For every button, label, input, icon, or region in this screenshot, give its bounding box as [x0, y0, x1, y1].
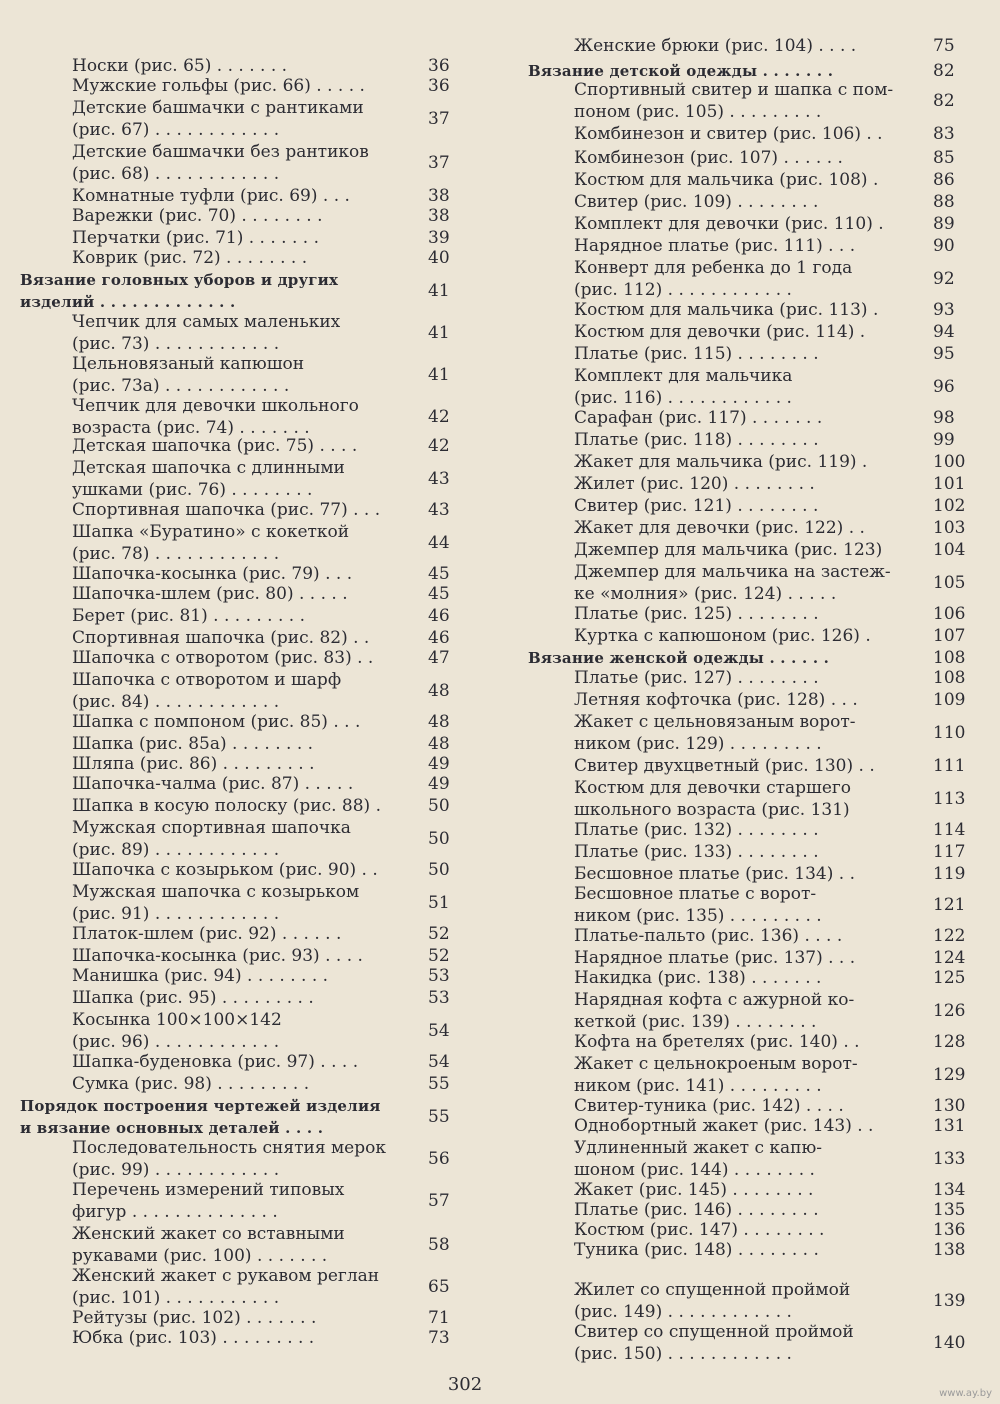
toc-entry	[528, 989, 974, 1033]
toc-page-number: 99	[933, 430, 955, 450]
toc-page-number: 124	[933, 948, 966, 968]
toc-entry	[528, 79, 974, 123]
toc-entry-title: Цельновязаный капюшон	[72, 354, 305, 374]
toc-page-number: 102	[933, 496, 966, 516]
toc-page-number: 49	[428, 774, 450, 794]
toc-page-number: 36	[428, 76, 450, 96]
toc-entry-title: Детская шапочка с длинными	[72, 458, 345, 478]
toc-page-number: 48	[428, 734, 450, 754]
toc-page-number: 48	[428, 712, 450, 732]
toc-entry-title: Нарядное платье (рис. 111) . . .	[574, 236, 856, 256]
toc-page-number: 82	[933, 91, 955, 111]
toc-entry-title: Куртка с капюшоном (рис. 126) .	[574, 626, 871, 646]
toc-entry-title-cont: ке «молния» (рис. 124) . . . . .	[574, 584, 837, 604]
toc-entry-title: Платье (рис. 115) . . . . . . . .	[574, 344, 819, 364]
toc-entry-title: Женский жакет с рукавом реглан	[72, 1266, 380, 1286]
toc-entry-title: Платье-пальто (рис. 136) . . . .	[574, 926, 843, 946]
toc-entry	[20, 141, 460, 185]
toc-page-number: 103	[933, 518, 966, 538]
toc-entry-title: Шляпа (рис. 86) . . . . . . . . .	[72, 754, 315, 774]
toc-entry-title: Манишка (рис. 94) . . . . . . . .	[72, 966, 329, 986]
toc-entry-title-cont: кеткой (рис. 139) . . . . . . . .	[574, 1012, 817, 1032]
toc-entry-title: Свитер (рис. 121) . . . . . . . .	[574, 496, 819, 516]
toc-page-number: 136	[933, 1220, 966, 1240]
toc-entry	[20, 311, 460, 355]
toc-entry	[528, 365, 974, 409]
toc-entry-title: Костюм (рис. 147) . . . . . . . .	[574, 1220, 825, 1240]
toc-entry	[20, 1179, 460, 1223]
toc-entry	[528, 1053, 974, 1097]
toc-page-number: 128	[933, 1032, 966, 1052]
toc-entry-title: Последовательность снятия мерок	[72, 1138, 386, 1158]
toc-page-number: 111	[933, 756, 966, 776]
toc-entry-title: Нарядная кофта с ажурной ко-	[574, 990, 855, 1010]
toc-entry	[20, 817, 460, 861]
toc-page-number: 46	[428, 606, 450, 626]
toc-entry-title: Бесшовное платье (рис. 134) . .	[574, 864, 855, 884]
toc-page-number: 71	[428, 1308, 450, 1328]
toc-page-number: 43	[428, 500, 450, 520]
toc-page-number: 40	[428, 248, 450, 268]
toc-section-heading	[20, 1095, 460, 1139]
toc-page-number: 93	[933, 300, 955, 320]
toc-entry	[20, 1009, 460, 1053]
toc-entry-title: Коврик (рис. 72) . . . . . . . .	[72, 248, 308, 268]
toc-page-number: 55	[428, 1107, 450, 1127]
toc-page-number: 37	[428, 109, 450, 129]
toc-entry-title: Детские башмачки без рантиков	[72, 142, 369, 162]
toc-entry-title-cont: (рис. 96) . . . . . . . . . . . .	[72, 1032, 280, 1052]
toc-page-number: 122	[933, 926, 966, 946]
toc-page-number: 58	[428, 1235, 450, 1255]
toc-entry-title: Комплект для мальчика	[574, 366, 793, 386]
toc-entry-title: Шапочка с отворотом и шарф	[72, 670, 342, 690]
toc-entry-title-cont: (рис. 67) . . . . . . . . . . . .	[72, 120, 280, 140]
toc-page-number: 45	[428, 584, 450, 604]
toc-entry-title-cont: фигур . . . . . . . . . . . . . .	[72, 1202, 278, 1222]
toc-entry-title: Платье (рис. 118) . . . . . . . .	[574, 430, 819, 450]
toc-entry	[20, 353, 460, 397]
toc-page-number: 92	[933, 269, 955, 289]
toc-page-number: 43	[428, 469, 450, 489]
toc-page-number: 130	[933, 1096, 966, 1116]
toc-page-number: 98	[933, 408, 955, 428]
toc-entry-title: Свитер (рис. 109) . . . . . . . .	[574, 192, 819, 212]
toc-entry-title-cont: изделий . . . . . . . . . . . . .	[20, 293, 236, 311]
toc-entry-title: Платье (рис. 125) . . . . . . . .	[574, 604, 819, 624]
toc-page-number: 86	[933, 170, 955, 190]
toc-entry-title-cont: (рис. 149) . . . . . . . . . . . .	[574, 1302, 792, 1322]
toc-page-number: 101	[933, 474, 966, 494]
toc-entry-title: Вязание головных уборов и других	[20, 271, 339, 289]
toc-entry	[528, 561, 974, 605]
toc-entry-title-cont: рукавами (рис. 100) . . . . . . .	[72, 1246, 328, 1266]
toc-entry-title: Варежки (рис. 70) . . . . . . . .	[72, 206, 323, 226]
toc-entry-title: Носки (рис. 65) . . . . . . .	[72, 56, 288, 76]
toc-entry-title: Берет (рис. 81) . . . . . . . . .	[72, 606, 306, 626]
toc-page-number: 113	[933, 789, 966, 809]
toc-entry-title: Шапочка с козырьком (рис. 90) . .	[72, 860, 378, 880]
toc-page-number: 52	[428, 946, 450, 966]
toc-entry-title-cont: (рис. 84) . . . . . . . . . . . .	[72, 692, 280, 712]
toc-entry-title-cont: школьного возраста (рис. 131)	[574, 800, 850, 820]
toc-page-number: 126	[933, 1001, 966, 1021]
toc-entry-title: Костюм для мальчика (рис. 113) .	[574, 300, 879, 320]
toc-entry-title: Жакет для девочки (рис. 122) . .	[574, 518, 865, 538]
toc-entry-title: Жилет со спущенной проймой	[574, 1280, 851, 1300]
toc-entry-title: Костюм для мальчика (рис. 108) .	[574, 170, 879, 190]
toc-entry	[20, 881, 460, 925]
toc-page-number: 49	[428, 754, 450, 774]
toc-page-number: 38	[428, 206, 450, 226]
toc-entry-title: Шапка (рис. 95) . . . . . . . . .	[72, 988, 314, 1008]
toc-entry-title: Спортивный свитер и шапка с пом-	[574, 80, 894, 100]
toc-page-number: 48	[428, 681, 450, 701]
toc-page-number: 53	[428, 966, 450, 986]
toc-entry-title: Жакет для мальчика (рис. 119) .	[574, 452, 868, 472]
toc-entry-title: Шапочка-чалма (рис. 87) . . . . .	[72, 774, 354, 794]
toc-entry-title: Шапочка с отворотом (рис. 83) . .	[72, 648, 374, 668]
toc-entry-title: Конверт для ребенка до 1 года	[574, 258, 853, 278]
toc-entry-title: Шапка-буденовка (рис. 97) . . . .	[72, 1052, 359, 1072]
toc-entry-title-cont: поном (рис. 105) . . . . . . . . .	[574, 102, 822, 122]
toc-entry-title: Женские брюки (рис. 104) . . . .	[574, 36, 857, 56]
toc-entry-title: Шапка с помпоном (рис. 85) . . .	[72, 712, 361, 732]
toc-page-number: 107	[933, 626, 966, 646]
toc-entry-title: Перечень измерений типовых	[72, 1180, 345, 1200]
toc-entry-title: Жакет с цельнокроеным ворот-	[574, 1054, 858, 1074]
toc-entry-title: Жакет (рис. 145) . . . . . . . .	[574, 1180, 814, 1200]
toc-entry	[20, 1265, 460, 1309]
toc-page-number: 73	[428, 1328, 450, 1348]
toc-entry-title: Жакет с цельновязаным ворот-	[574, 712, 856, 732]
toc-entry	[528, 1279, 974, 1323]
toc-entry-title: Комбинезон и свитер (рис. 106) . .	[574, 124, 883, 144]
toc-page-number: 51	[428, 893, 450, 913]
toc-entry	[20, 521, 460, 565]
toc-entry-title: Порядок построения чертежей изделия	[20, 1097, 381, 1115]
toc-page-number: 83	[933, 124, 955, 144]
toc-entry-title-cont: (рис. 99) . . . . . . . . . . . .	[72, 1160, 280, 1180]
toc-entry	[528, 257, 974, 301]
toc-entry-title: Костюм для девочки (рис. 114) .	[574, 322, 866, 342]
toc-entry-title: Свитер-туника (рис. 142) . . . .	[574, 1096, 844, 1116]
toc-entry	[528, 777, 974, 821]
toc-entry-title: Платок-шлем (рис. 92) . . . . . .	[72, 924, 342, 944]
toc-section-heading	[20, 269, 460, 313]
toc-page-number: 65	[428, 1277, 450, 1297]
toc-page-number: 129	[933, 1065, 966, 1085]
toc-entry	[20, 1137, 460, 1181]
toc-entry-title-cont: и вязание основных деталей . . . .	[20, 1119, 324, 1137]
toc-entry-title: Жилет (рис. 120) . . . . . . . .	[574, 474, 815, 494]
toc-entry-title: Рейтузы (рис. 102) . . . . . . .	[72, 1308, 317, 1328]
toc-entry-title: Спортивная шапочка (рис. 82) . .	[72, 628, 370, 648]
toc-entry	[20, 395, 460, 439]
toc-entry-title: Шапочка-косынка (рис. 93) . . . .	[72, 946, 363, 966]
toc-entry-title: Шапка «Буратино» с кокеткой	[72, 522, 350, 542]
toc-page-number: 90	[933, 236, 955, 256]
toc-entry-title: Мужская спортивная шапочка	[72, 818, 351, 838]
toc-entry-title: Юбка (рис. 103) . . . . . . . . .	[72, 1328, 315, 1348]
toc-entry	[528, 883, 974, 927]
toc-page-number: 134	[933, 1180, 966, 1200]
toc-entry	[528, 1239, 974, 1283]
toc-entry-title: Мужские гольфы (рис. 66) . . . . .	[72, 76, 365, 96]
toc-entry-title: Вязание женской одежды . . . . . .	[528, 649, 830, 667]
toc-page-number: 41	[428, 281, 450, 301]
toc-entry-title: Летняя кофточка (рис. 128) . . .	[574, 690, 858, 710]
toc-page-number: 94	[933, 322, 955, 342]
toc-entry-title: Туника (рис. 148) . . . . . . . .	[574, 1240, 819, 1260]
toc-page-number: 85	[933, 148, 955, 168]
toc-entry	[20, 97, 460, 141]
toc-page-number: 131	[933, 1116, 966, 1136]
toc-page-number: 108	[933, 648, 966, 668]
toc-entry-title: Вязание детской одежды . . . . . . .	[528, 62, 834, 80]
toc-entry-title: Удлиненный жакет с капю-	[574, 1138, 823, 1158]
toc-page-number: 108	[933, 668, 966, 688]
toc-entry-title: Платье (рис. 127) . . . . . . . .	[574, 668, 819, 688]
toc-entry-title-cont: (рис. 78) . . . . . . . . . . . .	[72, 544, 280, 564]
toc-page-number: 89	[933, 214, 955, 234]
toc-page-number: 138	[933, 1240, 966, 1260]
toc-entry-title: Детская шапочка (рис. 75) . . . .	[72, 436, 358, 456]
toc-page-number: 57	[428, 1191, 450, 1211]
toc-entry-title: Кофта на бретелях (рис. 140) . .	[574, 1032, 860, 1052]
toc-entry-title: Сарафан (рис. 117) . . . . . . .	[574, 408, 823, 428]
toc-entry-title: Шапочка-косынка (рис. 79) . . .	[72, 564, 353, 584]
toc-entry-title-cont: (рис. 73а) . . . . . . . . . . . .	[72, 376, 290, 396]
toc-page-number: 44	[428, 533, 450, 553]
toc-page-number: 54	[428, 1021, 450, 1041]
toc-page-number: 47	[428, 648, 450, 668]
toc-page-number: 36	[428, 56, 450, 76]
toc-entry-title-cont: ником (рис. 135) . . . . . . . . .	[574, 906, 822, 926]
watermark: www.ay.by	[939, 1388, 992, 1399]
toc-page-number: 41	[428, 323, 450, 343]
toc-page-number: 140	[933, 1333, 966, 1353]
toc-entry-title: Платье (рис. 146) . . . . . . . .	[574, 1200, 819, 1220]
toc-page-number: 117	[933, 842, 966, 862]
toc-entry-title-cont: возраста (рис. 74) . . . . . . .	[72, 418, 310, 438]
toc-page-number: 50	[428, 796, 450, 816]
toc-page-number: 96	[933, 377, 955, 397]
toc-entry-title: Джемпер для мальчика (рис. 123)	[574, 540, 883, 560]
toc-page-number: 95	[933, 344, 955, 364]
toc-entry-title: Платье (рис. 132) . . . . . . . .	[574, 820, 819, 840]
toc-page-number: 53	[428, 988, 450, 1008]
toc-entry-title-cont: ником (рис. 141) . . . . . . . . .	[574, 1076, 822, 1096]
toc-entry-title: Детские башмачки с рантиками	[72, 98, 364, 118]
toc-page-number: 50	[428, 860, 450, 880]
toc-entry-title: Свитер двухцветный (рис. 130) . .	[574, 756, 875, 776]
toc-entry-title: Накидка (рис. 138) . . . . . . .	[574, 968, 822, 988]
toc-page-number: 135	[933, 1200, 966, 1220]
toc-entry	[20, 1327, 460, 1371]
toc-entry-title: Комбинезон (рис. 107) . . . . . .	[574, 148, 843, 168]
toc-page-number: 75	[933, 36, 955, 56]
toc-page-number: 88	[933, 192, 955, 212]
toc-page-number: 82	[933, 61, 955, 81]
toc-page-number: 109	[933, 690, 966, 710]
toc-page-number: 55	[428, 1074, 450, 1094]
toc-page-number: 50	[428, 829, 450, 849]
toc-page-number: 133	[933, 1149, 966, 1169]
toc-page-number: 42	[428, 407, 450, 427]
toc-page-number: 139	[933, 1291, 966, 1311]
toc-entry-title-cont: ушками (рис. 76) . . . . . . . .	[72, 480, 313, 500]
toc-entry	[528, 1137, 974, 1181]
toc-entry-title-cont: (рис. 91) . . . . . . . . . . . .	[72, 904, 280, 924]
toc-entry-title-cont: (рис. 150) . . . . . . . . . . . .	[574, 1344, 792, 1364]
toc-page-number: 39	[428, 228, 450, 248]
toc-page-number: 45	[428, 564, 450, 584]
toc-page-number: 100	[933, 452, 966, 472]
toc-entry-title: Однобортный жакет (рис. 143) . .	[574, 1116, 874, 1136]
toc-page-number: 119	[933, 864, 966, 884]
toc-entry-title-cont: шоном (рис. 144) . . . . . . . .	[574, 1160, 815, 1180]
toc-entry-title-cont: (рис. 73) . . . . . . . . . . . .	[72, 334, 280, 354]
toc-entry	[528, 711, 974, 755]
toc-entry-title: Нарядное платье (рис. 137) . . .	[574, 948, 856, 968]
toc-entry	[528, 1321, 974, 1365]
toc-page-number: 37	[428, 153, 450, 173]
toc-entry-title: Комплект для девочки (рис. 110) .	[574, 214, 884, 234]
toc-page-number: 110	[933, 723, 966, 743]
toc-entry-title-cont: (рис. 101) . . . . . . . . . . .	[72, 1288, 280, 1308]
toc-entry-title-cont: ником (рис. 129) . . . . . . . . .	[574, 734, 822, 754]
toc-page-number: 114	[933, 820, 966, 840]
toc-page-number: 38	[428, 186, 450, 206]
toc-entry-title-cont: (рис. 116) . . . . . . . . . . . .	[574, 388, 792, 408]
toc-entry-title: Комнатные туфли (рис. 69) . . .	[72, 186, 350, 206]
toc-entry-title: Чепчик для девочки школьного	[72, 396, 359, 416]
toc-page-number: 41	[428, 365, 450, 385]
toc-page-number: 125	[933, 968, 966, 988]
toc-entry-title: Шапка (рис. 85а) . . . . . . . .	[72, 734, 314, 754]
toc-entry-title-cont: (рис. 68) . . . . . . . . . . . .	[72, 164, 280, 184]
toc-page-number: 46	[428, 628, 450, 648]
toc-entry-title: Платье (рис. 133) . . . . . . . .	[574, 842, 819, 862]
toc-entry	[20, 1223, 460, 1267]
toc-entry-title: Шапочка-шлем (рис. 80) . . . . .	[72, 584, 348, 604]
page-number: 302	[447, 1374, 483, 1395]
toc-page-number: 106	[933, 604, 966, 624]
toc-entry-title: Чепчик для самых маленьких	[72, 312, 341, 332]
toc-page-number: 104	[933, 540, 966, 560]
toc-entry-title-cont: (рис. 112) . . . . . . . . . . . .	[574, 280, 792, 300]
toc-entry-title-cont: (рис. 89) . . . . . . . . . . . .	[72, 840, 280, 860]
toc-page-number: 54	[428, 1052, 450, 1072]
toc-entry-title: Перчатки (рис. 71) . . . . . . .	[72, 228, 319, 248]
toc-entry	[20, 669, 460, 713]
toc-page-number: 42	[428, 436, 450, 456]
toc-entry-title: Женский жакет со вставными	[72, 1224, 345, 1244]
toc-page-number: 56	[428, 1149, 450, 1169]
toc-entry-title: Спортивная шапочка (рис. 77) . . .	[72, 500, 381, 520]
toc-entry-title: Свитер со спущенной проймой	[574, 1322, 854, 1342]
toc-page-number: 121	[933, 895, 966, 915]
toc-entry-title: Косынка 100×100×142	[72, 1010, 282, 1030]
toc-entry	[20, 457, 460, 501]
toc-entry-title: Костюм для девочки старшего	[574, 778, 852, 798]
toc-entry-title: Джемпер для мальчика на застеж-	[574, 562, 891, 582]
toc-page-number: 105	[933, 573, 966, 593]
toc-entry-title: Мужская шапочка с козырьком	[72, 882, 360, 902]
toc-entry-title: Сумка (рис. 98) . . . . . . . . .	[72, 1074, 310, 1094]
toc-page-number: 52	[428, 924, 450, 944]
toc-entry-title: Бесшовное платье с ворот-	[574, 884, 817, 904]
toc-entry-title: Шапка в косую полоску (рис. 88) .	[72, 796, 381, 816]
